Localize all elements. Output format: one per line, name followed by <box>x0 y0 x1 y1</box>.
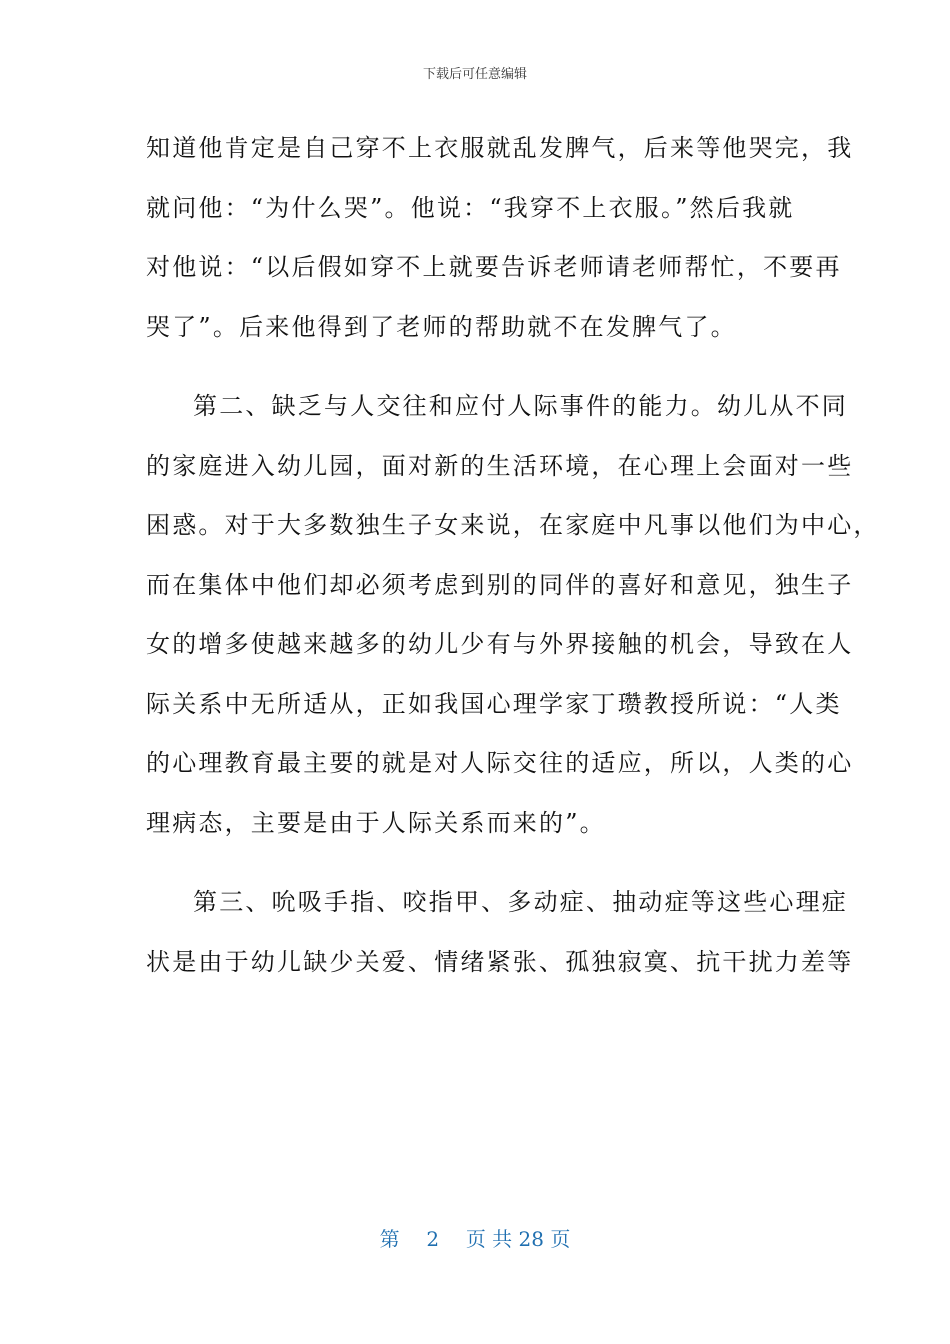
body-line: 知道他肯定是自己穿不上衣服就乱发脾气，后来等他哭完，我 <box>146 134 854 162</box>
body-line: 哭了”。后来他得到了老师的帮助就不在发脾气了。 <box>146 312 737 341</box>
page-number-current: 2 <box>426 1227 440 1251</box>
document-body <box>146 119 880 992</box>
body-line: 的心理教育最主要的就是对人际交往的适应，所以，人类的心 <box>146 749 854 777</box>
body-line: 困惑。对于大多数独生子女来说，在家庭中凡事以他们为中心， <box>146 511 880 539</box>
body-line: 的家庭进入幼儿园，面对新的生活环境，在心理上会面对一些 <box>146 451 854 480</box>
body-line: 第三、吮吸手指、咬指甲、多动症、抽动症等这些心理症 <box>193 888 848 916</box>
page-number <box>0 1226 950 1252</box>
page-number-suffix: 页 <box>550 1227 571 1251</box>
body-line: 理病态，主要是由于人际关系而来的”。 <box>146 808 606 837</box>
page-number-middle: 页 共 <box>465 1227 513 1251</box>
body-line: 际关系中无所适从，正如我国心理学家丁瓒教授所说：“人类 <box>146 689 842 718</box>
paragraph-gap <box>146 357 806 377</box>
body-line: 状是由于幼儿缺少关爱、情绪紧张、孤独寂寞、抗干扰力差等 <box>146 947 854 976</box>
page-number-prefix: 第 <box>379 1227 400 1251</box>
body-line: 对他说：“以后假如穿不上就要告诉老师请老师帮忙，不要再 <box>146 253 842 281</box>
paragraph-gap <box>146 853 806 873</box>
body-line: 而在集体中他们却必须考虑到别的同伴的喜好和意见，独生子 <box>146 570 854 599</box>
page-header: 下载后可任意编辑 <box>422 67 527 82</box>
page-number-total: 28 <box>518 1227 544 1251</box>
body-line: 第二、缺乏与人交往和应付人际事件的能力。幼儿从不同 <box>193 392 848 420</box>
body-line: 就问他：“为什么哭”。他说：“我穿不上衣服。”然后我就 <box>146 193 795 222</box>
body-line: 女的增多使越来越多的幼儿少有与外界接触的机会，导致在人 <box>146 630 854 658</box>
